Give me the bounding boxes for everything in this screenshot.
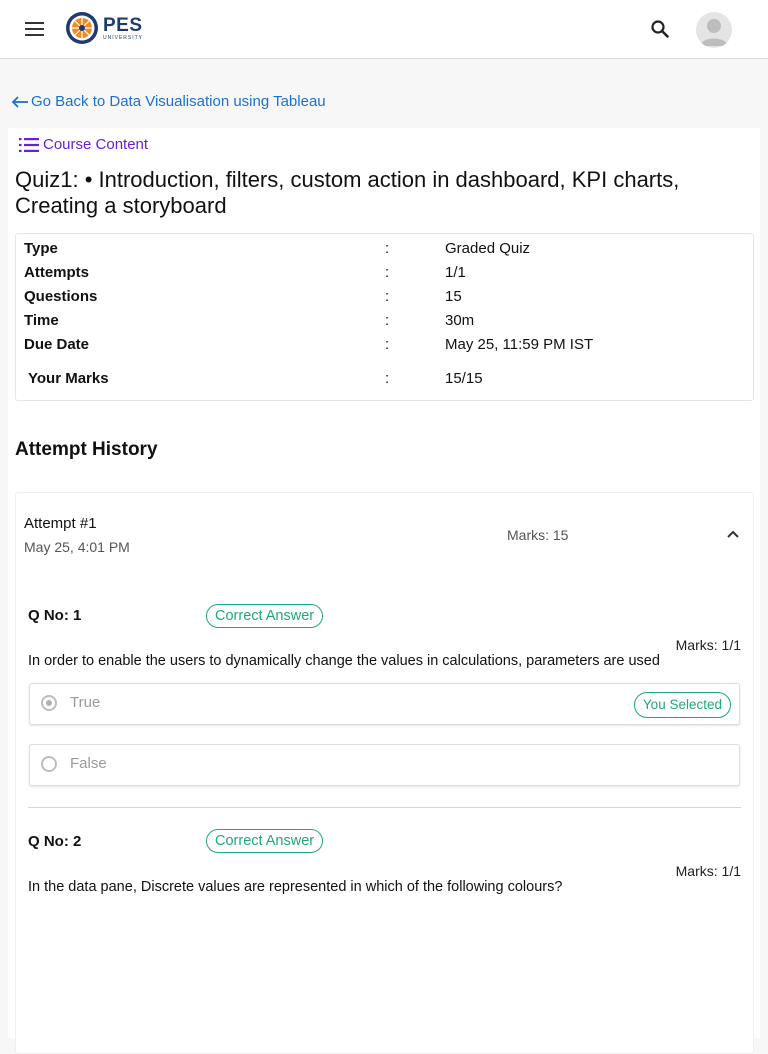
info-label: Attempts: [24, 264, 90, 281]
logo-name: PES: [103, 14, 143, 36]
info-value: 15/15: [445, 370, 483, 387]
search-icon[interactable]: [650, 19, 670, 39]
correct-answer-badge: Correct Answer: [206, 604, 323, 628]
info-colon: :: [385, 312, 390, 329]
logo-subtitle: UNIVERSITY: [103, 34, 144, 41]
info-label: Questions: [24, 288, 98, 305]
info-row-attempts: [16, 264, 753, 284]
course-content-label: Course Content: [43, 136, 149, 153]
back-link[interactable]: [11, 93, 326, 110]
info-label: Your Marks: [28, 370, 109, 387]
logo[interactable]: [65, 10, 143, 46]
info-row-type: [16, 240, 753, 260]
menu-icon[interactable]: [25, 22, 44, 36]
info-row-questions: [16, 288, 753, 308]
correct-answer-badge: Correct Answer: [206, 829, 323, 853]
info-value: 15: [445, 288, 462, 305]
answer-option-false[interactable]: [29, 744, 740, 786]
attempt-history-heading: Attempt History: [15, 439, 158, 460]
attempt-marks: Marks: 15: [507, 527, 569, 543]
quiz-info-table: [15, 233, 754, 401]
you-selected-badge: You Selected: [634, 692, 731, 718]
attempt-card: [15, 492, 754, 1054]
info-label: Due Date: [24, 336, 90, 353]
option-label: False: [70, 755, 107, 772]
radio-button-selected[interactable]: [41, 695, 57, 711]
arrow-left-icon: [11, 96, 29, 108]
question-text: In order to enable the users to dynamically change the values in calculations, parameters are used: [28, 653, 660, 669]
option-label: True: [70, 694, 101, 711]
attempt-date: May 25, 4:01 PM: [24, 539, 130, 555]
question-text: In the data pane, Discrete values are represented in which of the following colours?: [28, 879, 563, 895]
question-divider: [28, 807, 741, 808]
course-content-link[interactable]: [19, 136, 148, 153]
info-label: Time: [24, 312, 59, 329]
radio-button[interactable]: [41, 756, 57, 772]
info-value: Graded Quiz: [445, 240, 531, 257]
quiz-card: [8, 128, 760, 1038]
back-link-label: Go Back to Data Visualisation using Tableau: [31, 93, 326, 110]
list-icon: [19, 138, 39, 152]
info-value: 1/1: [445, 264, 466, 281]
question-marks: Marks: 1/1: [675, 863, 741, 879]
info-row-time: [16, 312, 753, 332]
avatar-icon[interactable]: [696, 12, 732, 48]
info-label: Type: [24, 240, 58, 257]
info-row-your-marks: [16, 370, 753, 390]
question-number: Q No: 2: [28, 833, 82, 850]
info-colon: :: [385, 240, 390, 257]
info-value: 30m: [445, 312, 475, 329]
info-value: May 25, 11:59 PM IST: [445, 336, 594, 353]
pes-logo-icon: [65, 11, 99, 45]
info-colon: :: [385, 336, 390, 353]
info-colon: :: [385, 370, 390, 387]
info-colon: :: [385, 264, 390, 281]
attempt-title: Attempt #1: [24, 515, 97, 532]
question-number: Q No: 1: [28, 607, 82, 624]
info-colon: :: [385, 288, 390, 305]
answer-option-true[interactable]: [29, 683, 740, 725]
quiz-title: Quiz1: • Introduction, filters, custom action in dashboard, KPI charts, Creating a storyboard: [15, 167, 680, 218]
top-bar: [0, 0, 768, 59]
question-marks: Marks: 1/1: [675, 637, 741, 653]
chevron-up-icon[interactable]: [726, 529, 740, 539]
info-row-due-date: [16, 336, 753, 356]
